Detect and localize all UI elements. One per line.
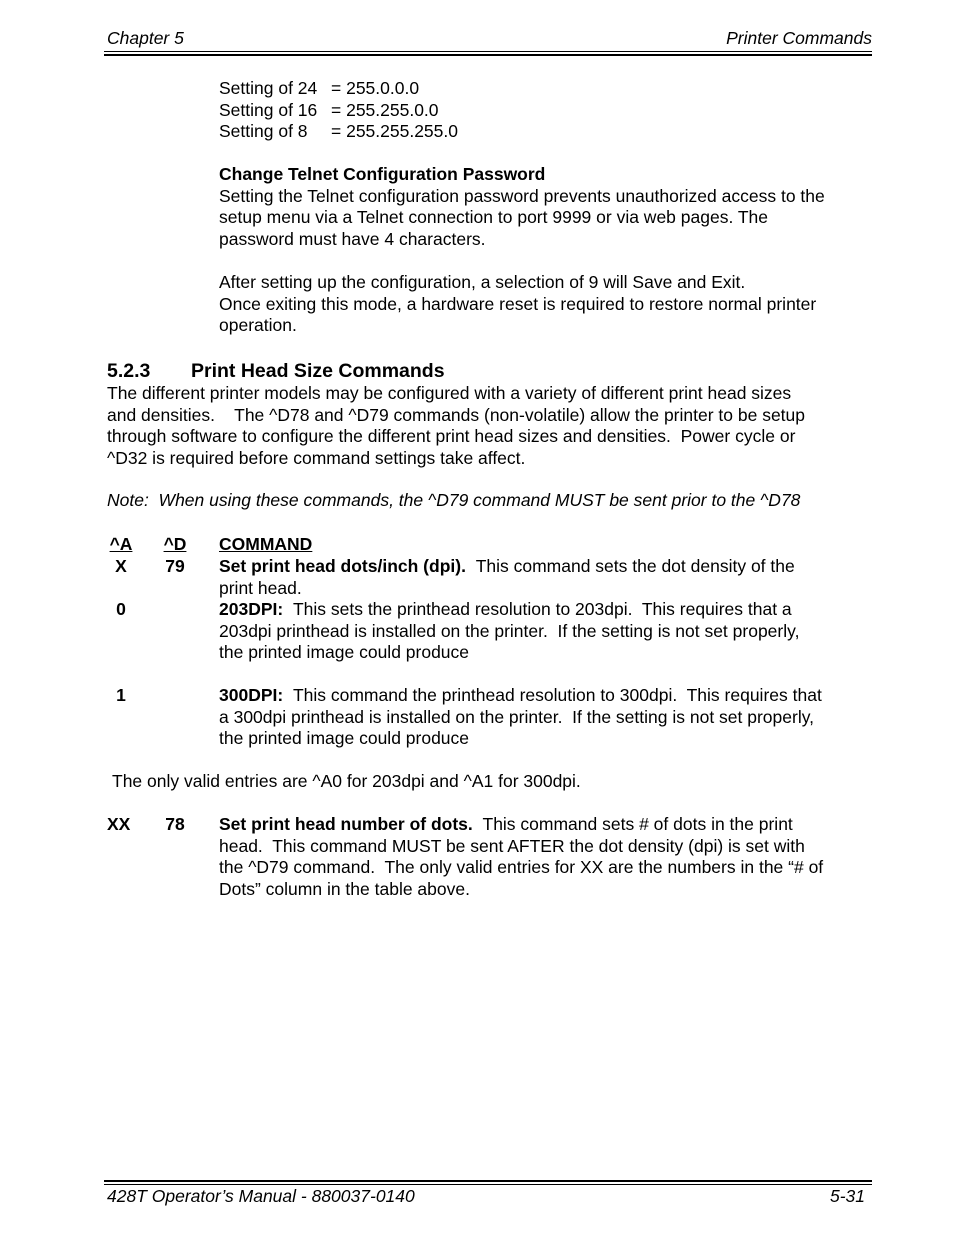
exit-line: Once exiting this mode, a hardware reset is required to restore normal printer xyxy=(219,293,817,314)
exit-line: operation. xyxy=(219,315,297,336)
opt0-title: 203DPI: xyxy=(219,599,284,619)
row79-d: 79 xyxy=(165,556,185,576)
subnet-setting: Setting of 24 xyxy=(219,78,318,98)
row79-text: print head. xyxy=(219,577,302,598)
row79-text: This command sets the dot density of the xyxy=(475,556,795,576)
section-body xyxy=(107,383,874,469)
col-header-a: ^A xyxy=(109,534,133,554)
row78-command xyxy=(219,814,874,900)
section-number: 5.2.3 xyxy=(107,360,151,382)
row78-text: head. This command MUST be sent AFTER the dot density (dpi) is set with xyxy=(219,835,805,856)
opt1-text: the printed image could produce xyxy=(219,728,470,749)
row78-text: Dots” column in the table above. xyxy=(219,878,470,899)
section-heading xyxy=(107,359,874,383)
section-line: The different printer models may be configured with a variety of different print head sizes xyxy=(107,383,792,403)
header-chapter: Chapter 5 xyxy=(107,28,184,48)
subnet-row xyxy=(219,121,874,143)
opt1-text: This command the printhead resolution to 300dpi. This requires that xyxy=(292,685,822,705)
footer-page-number: 5-31 xyxy=(829,1186,865,1206)
section-line: through software to configure the different print head sizes and densities. Power cycle or xyxy=(107,426,796,447)
header-rule-thick xyxy=(104,54,872,56)
subnet-mask: = 255.255.0.0 xyxy=(331,99,439,120)
col-header-command: COMMAND xyxy=(219,534,313,554)
subnet-setting: Setting of 16 xyxy=(219,99,318,120)
header-rule xyxy=(104,51,872,52)
header-section: Printer Commands xyxy=(726,28,872,48)
row78-a: XX xyxy=(107,814,131,834)
subnet-row xyxy=(219,78,874,100)
section-title: Print Head Size Commands xyxy=(191,360,445,382)
col-header-d: ^D xyxy=(163,534,187,554)
opt0-text: 203dpi printhead is installed on the printer. If the setting is not set properly, xyxy=(219,620,800,641)
subnet-mask: = 255.0.0.0 xyxy=(331,78,420,98)
section-note: Note: When using these commands, the ^D79 command MUST be sent prior to the ^D78 xyxy=(107,490,801,510)
opt1-a: 1 xyxy=(116,685,126,705)
opt1-command xyxy=(219,685,874,750)
subnet-setting: Setting of 8 xyxy=(219,121,308,142)
telnet-block xyxy=(219,164,874,250)
telnet-heading: Change Telnet Configuration Password xyxy=(219,164,546,184)
opt0-a: 0 xyxy=(116,599,126,619)
valid-entries-note: The only valid entries are ^A0 for 203dpi and ^A1 for 300dpi. xyxy=(112,771,581,791)
row78-text: This command sets # of dots in the print xyxy=(482,814,793,834)
opt1-title: 300DPI: xyxy=(219,685,284,705)
opt0-text: the printed image could produce xyxy=(219,642,470,663)
opt0-command xyxy=(219,599,874,664)
telnet-line: Setting the Telnet configuration password prevents unauthorized access to the xyxy=(219,185,825,206)
footer-rule-thick xyxy=(104,1180,872,1182)
row79-command xyxy=(219,556,874,599)
row78-title: Set print head number of dots. xyxy=(219,814,473,834)
footer-manual: 428T Operator’s Manual - 880037-0140 xyxy=(107,1186,415,1206)
exit-note xyxy=(219,272,874,337)
telnet-line: setup menu via a Telnet connection to port 9999 or via web pages. The xyxy=(219,207,769,228)
telnet-line: password must have 4 characters. xyxy=(219,228,486,249)
exit-line: After setting up the configuration, a selection of 9 will Save and Exit. xyxy=(219,272,746,292)
section-line: and densities. The ^D78 and ^D79 commands (non-volatile) allow the printer to be setup xyxy=(107,404,806,425)
opt1-text: a 300dpi printhead is installed on the printer. If the setting is not set properly, xyxy=(219,706,815,727)
row78-text: the ^D79 command. The only valid entries for XX are the numbers in the “# of xyxy=(219,857,824,878)
opt0-text: This sets the printhead resolution to 203dpi. This requires that a xyxy=(292,599,792,619)
row79-a: X xyxy=(115,556,127,576)
section-line: ^D32 is required before command settings take affect. xyxy=(107,447,526,468)
row78-d: 78 xyxy=(165,814,185,834)
row79-title: Set print head dots/inch (dpi). xyxy=(219,556,466,576)
subnet-row xyxy=(219,100,874,122)
subnet-mask: = 255.255.255.0 xyxy=(331,121,458,142)
subnet-settings xyxy=(219,78,874,143)
footer-rule xyxy=(104,1184,872,1185)
